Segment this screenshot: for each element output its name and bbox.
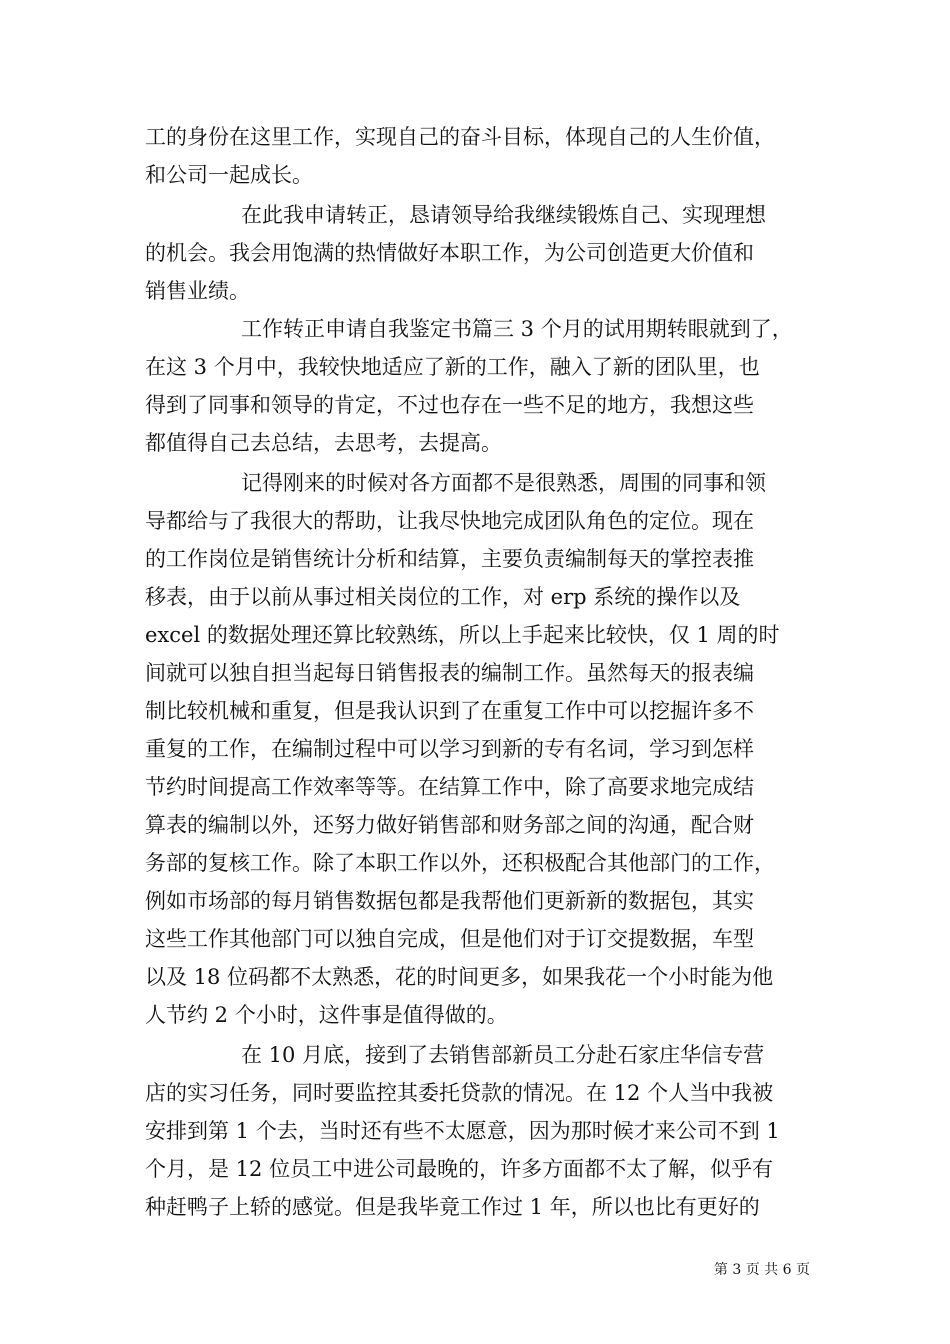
- text-line: 安排到第 1 个去，当时还有些不太愿意，因为那时候才来公司不到 1: [145, 1119, 780, 1143]
- text-line: 销售业绩。: [145, 279, 250, 303]
- paragraph-first-line: 在此我申请转正，恳请领导给我继续锻炼自己、实现理想: [241, 203, 766, 227]
- text-line: 个月，是 12 位员工中进公司最晚的，许多方面都不太了解，似乎有: [145, 1157, 774, 1181]
- text-line: 在这 3 个月中，我较快地适应了新的工作，融入了新的团队里，也: [145, 355, 760, 379]
- text-line: 的机会。我会用饱满的热情做好本职工作，为公司创造更大价值和: [145, 241, 754, 265]
- text-line: 得到了同事和领导的肯定，不过也存在一些不足的地方，我想这些: [145, 393, 754, 417]
- text-line: 务部的复核工作。除了本职工作以外，还积极配合其他部门的工作，: [145, 851, 775, 875]
- paragraph-first-line: 在 10 月底，接到了去销售部新员工分赴石家庄华信专营: [241, 1043, 765, 1067]
- text-line: 例如市场部的每月销售数据包都是我帮他们更新新的数据包，其实: [145, 889, 754, 913]
- text-line: 间就可以独自担当起每日销售报表的编制工作。虽然每天的报表编: [145, 661, 754, 685]
- text-line: 都值得自己去总结，去思考，去提高。: [145, 431, 502, 455]
- text-line: 重复的工作，在编制过程中可以学习到新的专有名词，学习到怎样: [145, 737, 754, 761]
- text-line: excel 的数据处理还算比较熟练，所以上手起来比较快，仅 1 周的时: [145, 623, 780, 647]
- text-line: 以及 18 位码都不太熟悉，花的时间更多，如果我花一个小时能为他: [145, 965, 774, 989]
- text-line: 算表的编制以外，还努力做好销售部和财务部之间的沟通，配合财: [145, 813, 754, 837]
- text-line: 节约时间提高工作效率等等。在结算工作中，除了高要求地完成结: [145, 775, 754, 799]
- text-line: 人节约 2 个小时，这件事是值得做的。: [145, 1003, 508, 1027]
- text-line: 制比较机械和重复，但是我认识到了在重复工作中可以挖掘许多不: [145, 699, 754, 723]
- text-line: 导都给与了我很大的帮助，让我尽快地完成团队角色的定位。现在: [145, 509, 754, 533]
- text-line: 工的身份在这里工作，实现自己的奋斗目标，体现自己的人生价值，: [145, 125, 775, 149]
- paragraph-first-line: 工作转正申请自我鉴定书篇三 3 个月的试用期转眼就到了，: [241, 317, 793, 341]
- text-line: 店的实习任务，同时要监控其委托贷款的情况。在 12 个人当中我被: [145, 1081, 774, 1105]
- text-line: 种赶鸭子上轿的感觉。但是我毕竟工作过 1 年，所以也比有更好的: [145, 1195, 760, 1219]
- text-line: 移表，由于以前从事过相关岗位的工作，对 erp 系统的操作以及: [145, 585, 741, 609]
- text-line: 和公司一起成长。: [145, 163, 313, 187]
- text-line: 的工作岗位是销售统计分析和结算，主要负责编制每天的掌控表推: [145, 547, 754, 571]
- text-line: 这些工作其他部门可以独自完成，但是他们对于订交提数据，车型: [145, 927, 754, 951]
- paragraph-first-line: 记得刚来的时候对各方面都不是很熟悉，周围的同事和领: [241, 471, 766, 495]
- page-number-footer: 第 3 页 共 6 页: [713, 1262, 810, 1278]
